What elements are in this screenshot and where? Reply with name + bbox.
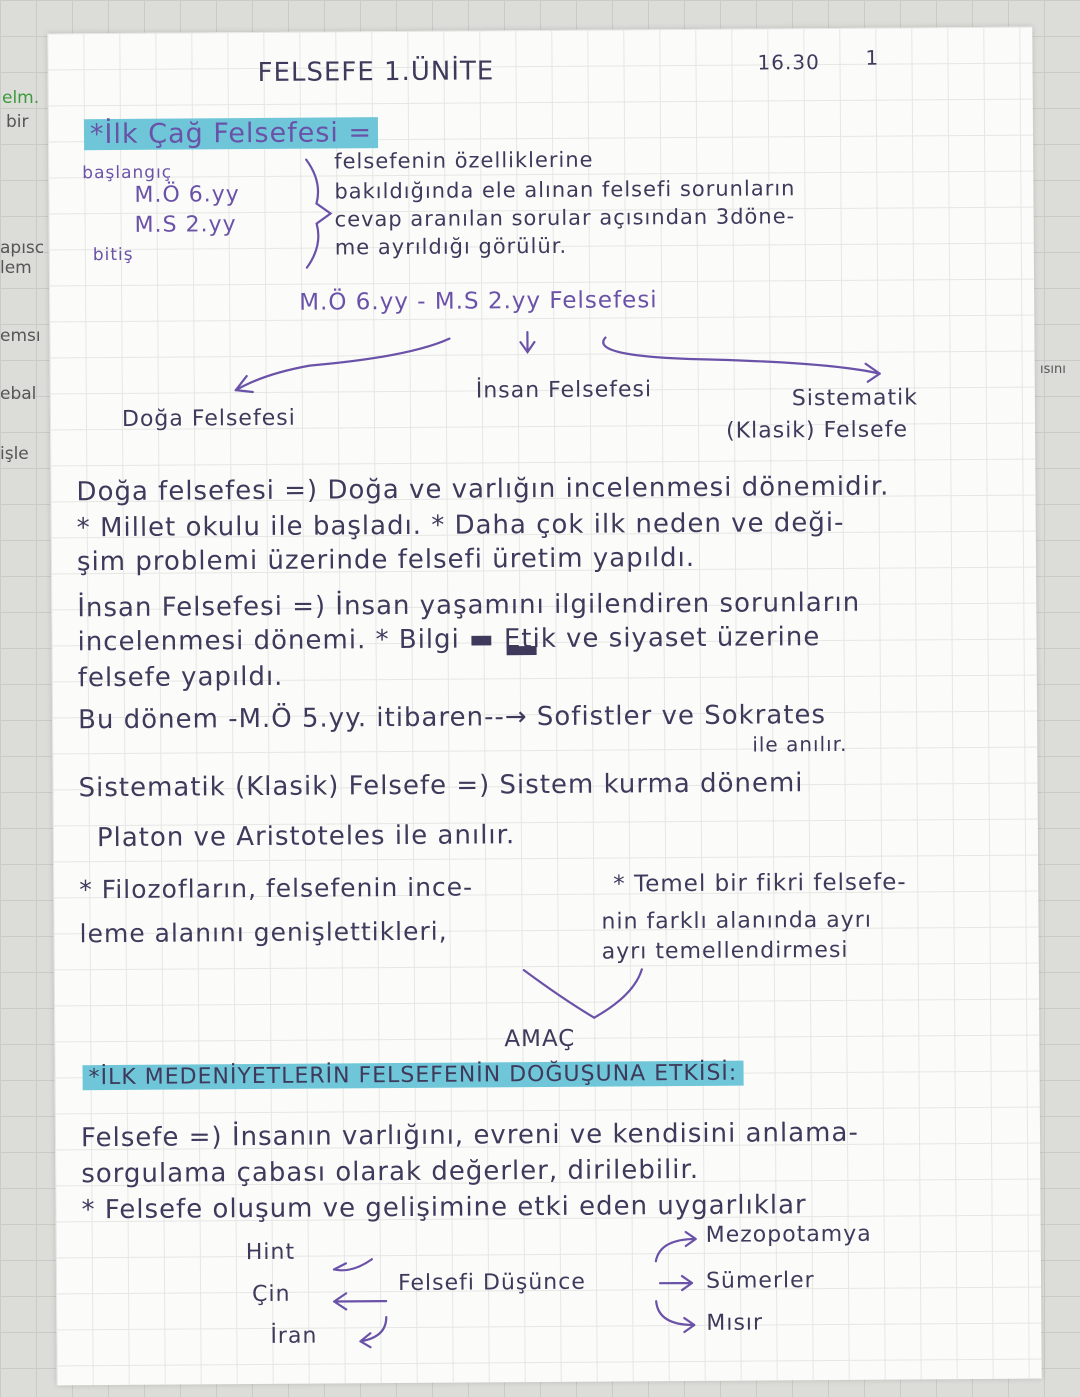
insan-line: felsefe yapıldı. — [77, 661, 284, 694]
margin-fragment: elm. — [2, 88, 40, 108]
insan-note-line: Bu dönem -M.Ö 5.yy. itibaren--→ Sofistler ve Sokrates — [77, 700, 827, 736]
brace-shape — [306, 159, 331, 267]
branch-sistematik: Sistematik — [791, 385, 919, 412]
section2-line: Felsefe =) İnsanın varlığını, evreni ve kendisini anlama- — [80, 1117, 859, 1154]
sistematik-note: Platon ve Aristoteles ile anılır. — [96, 820, 516, 854]
civilization-misir: Mısır — [706, 1310, 764, 1336]
margin-fragment: işle — [0, 444, 29, 464]
arrow-to-iran — [360, 1317, 386, 1347]
merge-label: AMAÇ — [504, 1025, 576, 1053]
merge-line-left — [524, 970, 594, 1018]
arrow-right-branch — [603, 336, 879, 376]
civilization-cin: Çin — [252, 1281, 291, 1308]
arrow-to-mezopotamya — [656, 1232, 696, 1261]
notebook-page — [47, 27, 1041, 1386]
desc-line: felsefenin özelliklerine — [334, 147, 594, 174]
section-heading-ilk-cag: *İlk Çağ Felsefesi = — [84, 117, 378, 150]
felsefi-dusunce: Felsefi Düşünce — [397, 1269, 586, 1297]
arrow-to-misir — [656, 1301, 694, 1332]
doga-line: şim problemi üzerinde felsefi üretim yapıldı. — [76, 542, 696, 578]
insan-line: İnsan Felsefesi =) İnsan yaşamını ilgilendiren sorunların — [77, 587, 861, 624]
section2-line: sorgulama çabası olarak değerler, dirilebilir. — [81, 1154, 700, 1190]
section2-line: * Felsefe oluşum ve gelişimine etki eden uygarlıklar — [81, 1190, 807, 1226]
insan-note-line: ile anılır. — [752, 731, 848, 757]
branch-insan: İnsan Felsefesi — [475, 377, 653, 404]
branch-sistematik-sub: (Klasik) Felsefe — [725, 417, 909, 444]
sistematik-right-line: * Temel bir fikri felsefe- — [613, 869, 907, 898]
arrow-left-head — [236, 376, 253, 392]
end-date: M.S 2.yy — [134, 212, 237, 238]
civilization-hint: Hint — [245, 1239, 296, 1266]
arrow-to-sumerler — [660, 1276, 692, 1290]
insan-line: incelenmesi dönemi. * Bilgi ▬ Etik ve siyaset üzerine — [77, 622, 821, 658]
arrow-left-branch — [235, 339, 449, 390]
civilization-iran: İran — [270, 1323, 318, 1349]
merge-line-right — [594, 969, 642, 1017]
sistematik-right-line: ayrı temellendirmesi — [601, 937, 849, 965]
margin-fragment: lem — [0, 258, 32, 278]
sistematik-line: Sistematik (Klasik) Felsefe =) Sistem kurma dönemi — [78, 768, 804, 804]
doga-line: * Millet okulu ile başladı. * Daha çok ilk neden ve deği- — [76, 507, 845, 544]
center-period-title: M.Ö 6.yy - M.S 2.yy Felsefesi — [299, 287, 658, 316]
desc-line: cevap aranılan sorular açısından 3döne- — [334, 204, 796, 232]
start-label: başlangıç — [82, 162, 173, 184]
sistematik-right-line: nin farklı alanında ayrı — [601, 907, 872, 935]
page-number: 1 — [865, 45, 880, 70]
margin-fragment: ebal — [0, 384, 37, 404]
civilization-mezopotamya: Mezopotamya — [705, 1221, 872, 1248]
margin-fragment: emsı — [0, 326, 41, 346]
branch-doga: Doğa Felsefesi — [121, 405, 296, 432]
desc-line: bakıldığında ele alınan felsefi sorunların — [334, 176, 796, 204]
arrow-to-cin — [334, 1293, 386, 1309]
civilization-sumerler: Sümerler — [705, 1268, 815, 1294]
page-title: FELSEFE 1.ÜNİTE — [257, 56, 495, 88]
page-time: 16.30 — [757, 50, 820, 75]
arrow-to-hint — [334, 1259, 372, 1270]
desc-line: me ayrıldığı görülür. — [334, 233, 568, 260]
margin-fragment: ısını — [1040, 362, 1066, 377]
margin-fragment: bir — [6, 112, 29, 132]
end-label: bitiş — [92, 244, 134, 266]
sistematik-left-line: * Filozofların, felsefenin ince- — [79, 872, 474, 905]
sistematik-left-line: leme alanını genişlettikleri, — [79, 916, 448, 949]
section-heading-medeniyetler: *İLK MEDENİYETLERİN FELSEFENİN DOĞUŞUNA ETKİSİ: — [82, 1061, 743, 1091]
doga-line: Doğa felsefesi =) Doğa ve varlığın incelenmesi dönemidir. — [76, 471, 890, 508]
start-date: M.Ö 6.yy — [134, 182, 240, 208]
margin-fragment: apısc — [0, 238, 45, 258]
